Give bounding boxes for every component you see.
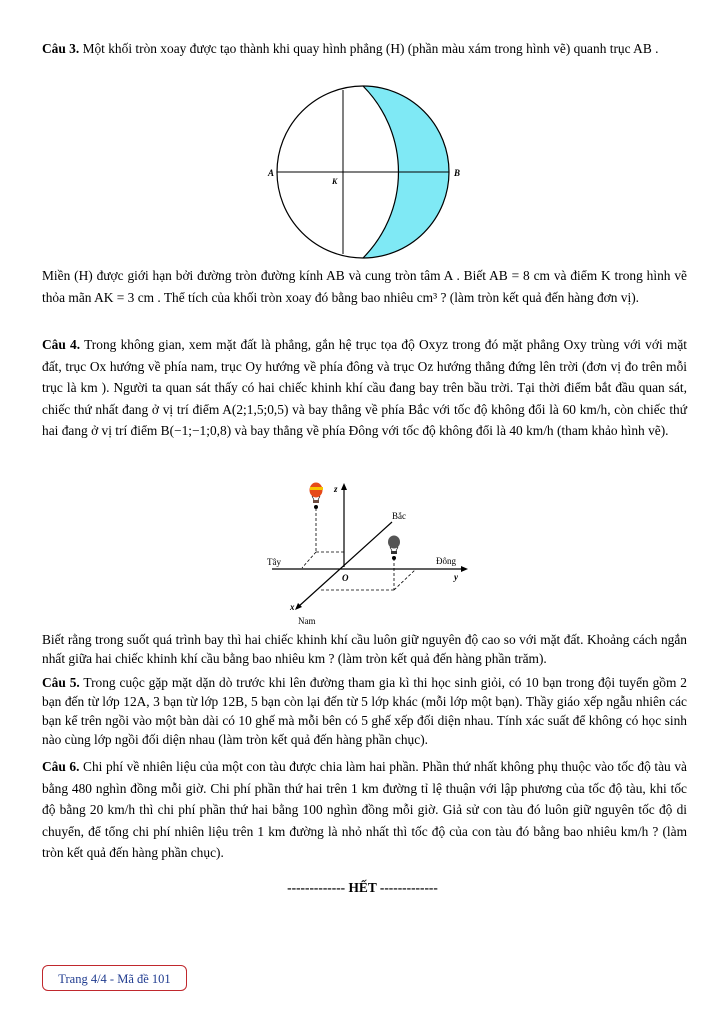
label-a: A xyxy=(268,168,275,178)
question-6-label: Câu 6. xyxy=(42,759,80,774)
label-z: z xyxy=(334,484,338,494)
balloon-figure xyxy=(262,480,482,630)
axis-y-arrow xyxy=(461,566,468,572)
label-k: K xyxy=(332,177,338,186)
axis-x xyxy=(298,522,392,607)
question-3-intro xyxy=(42,38,687,60)
label-b: B xyxy=(454,168,461,178)
question-5-text: Trong cuộc gặp mặt dặn dò trước khi lên đường tham gia kì thi học sinh giỏi, có 10 bạn trong đội tuyển gồm 2 bạn đến từ lớp 12A, 3 bạn từ lớp 12B, 5 bạn còn lại đến từ 5 lớp khác (mỗi lớp một bạn). Thầy giáo xếp ngẫu nhiên các bạn kể trên ngồi vào một bàn dài có 10 ghế mà mỗi bên có 5 ghế xếp đối diện nhau. Tính xác suất để không có học sinh nào cùng lớp ngồi đối diện nhau (làm tròn kết quả đến hàng phần chục). xyxy=(42,675,687,747)
label-o: O xyxy=(342,573,349,583)
question-3-detail: Miền (H) được giới hạn bởi đường tròn đường kính AB và cung tròn tâm A . Biết AB = 8 cm và điểm K trong hình vẽ thỏa mãn AK = 3 cm . Thể tích của khối tròn xoay đó bằng bao nhiêu cm³ ? (làm tròn kết quả đến hàng đơn vị). xyxy=(42,268,687,305)
question-6-text: Chi phí về nhiên liệu của một con tàu được chia làm hai phần. Phần thứ nhất không phụ thuộc vào tốc độ tàu và bằng 480 nghìn đồng mỗi giờ. Chi phí phần thứ hai trên 1 km đường tỉ lệ thuận với lập phương của tốc độ tàu, khi tốc độ bằng 20 km/h thì chi phí phần thứ hai bằng 100 nghìn đồng mỗi giờ. Giả sử con tàu đó luôn giữ nguyên tốc độ di chuyển, để tổng chi phí nhiên liệu trên 1 km đường là nhỏ nhất thì tốc độ của con tàu đó bằng bao nhiêu km/h ? (làm tròn kết quả đến hàng phần chục). xyxy=(42,759,687,860)
balloon-b-icon xyxy=(388,536,400,561)
label-tay: Tây xyxy=(267,557,281,567)
sphere-figure xyxy=(260,84,470,264)
question-4-detail: Biết rằng trong suốt quá trình bay thì hai chiếc khinh khí cầu luôn giữ nguyên độ cao so với mặt đất. Khoảng cách ngắn nhất giữa hai chiếc khinh khí cầu bằng bao nhiêu km ? (làm tròn kết quả đến hàng phần trăm). xyxy=(42,632,687,666)
label-bac: Bắc xyxy=(392,511,406,521)
axis-z-arrow xyxy=(341,483,347,490)
balloon-a-icon xyxy=(310,483,324,510)
question-4-intro xyxy=(42,334,687,442)
label-x: x xyxy=(290,602,295,612)
question-4-body xyxy=(42,630,687,668)
question-3-label: Câu 3. xyxy=(42,41,80,56)
question-3-body xyxy=(42,265,687,308)
question-3-text: Một khối tròn xoay được tạo thành khi quay hình phẳng (H) (phần màu xám trong hình vẽ) quanh trục AB . xyxy=(79,41,659,56)
page-footer: Trang 4/4 - Mã đề 101 xyxy=(42,965,187,991)
question-6 xyxy=(42,756,687,864)
question-4-label: Câu 4. xyxy=(42,337,81,352)
question-4-text: Trong không gian, xem mặt đất là phẳng, gắn hệ trục tọa độ Oxyz trong đó mặt phẳng Oxy trùng với với mặt đất, trục Ox hướng về phía nam, trục Oy hướng về phía đông và trục Oz hướng thẳng đứng lên trời (đơn vị đo trên mỗi trục là km ). Người ta quan sát thấy có hai chiếc khinh khí cầu đang bay trên bầu trời. Tại thời điểm bắt đầu quan sát, chiếc thứ nhất đang ở vị trí điểm A(2;1,5;0,5) và bay thẳng về phía Bắc với tốc độ không đổi là 60 km/h, còn chiếc thứ hai đang ở vị trí điểm B(−1;−1;0,8) và bay thẳng về phía Đông với tốc độ không đổi là 40 km/h (tham khảo hình vẽ). xyxy=(42,337,687,438)
question-5-label: Câu 5. xyxy=(42,675,80,690)
label-dong: Đông xyxy=(436,556,456,566)
end-marker: ------------- HẾT ------------- xyxy=(287,880,438,895)
question-5 xyxy=(42,673,687,749)
label-y: y xyxy=(454,572,458,582)
label-nam: Nam xyxy=(298,616,316,626)
